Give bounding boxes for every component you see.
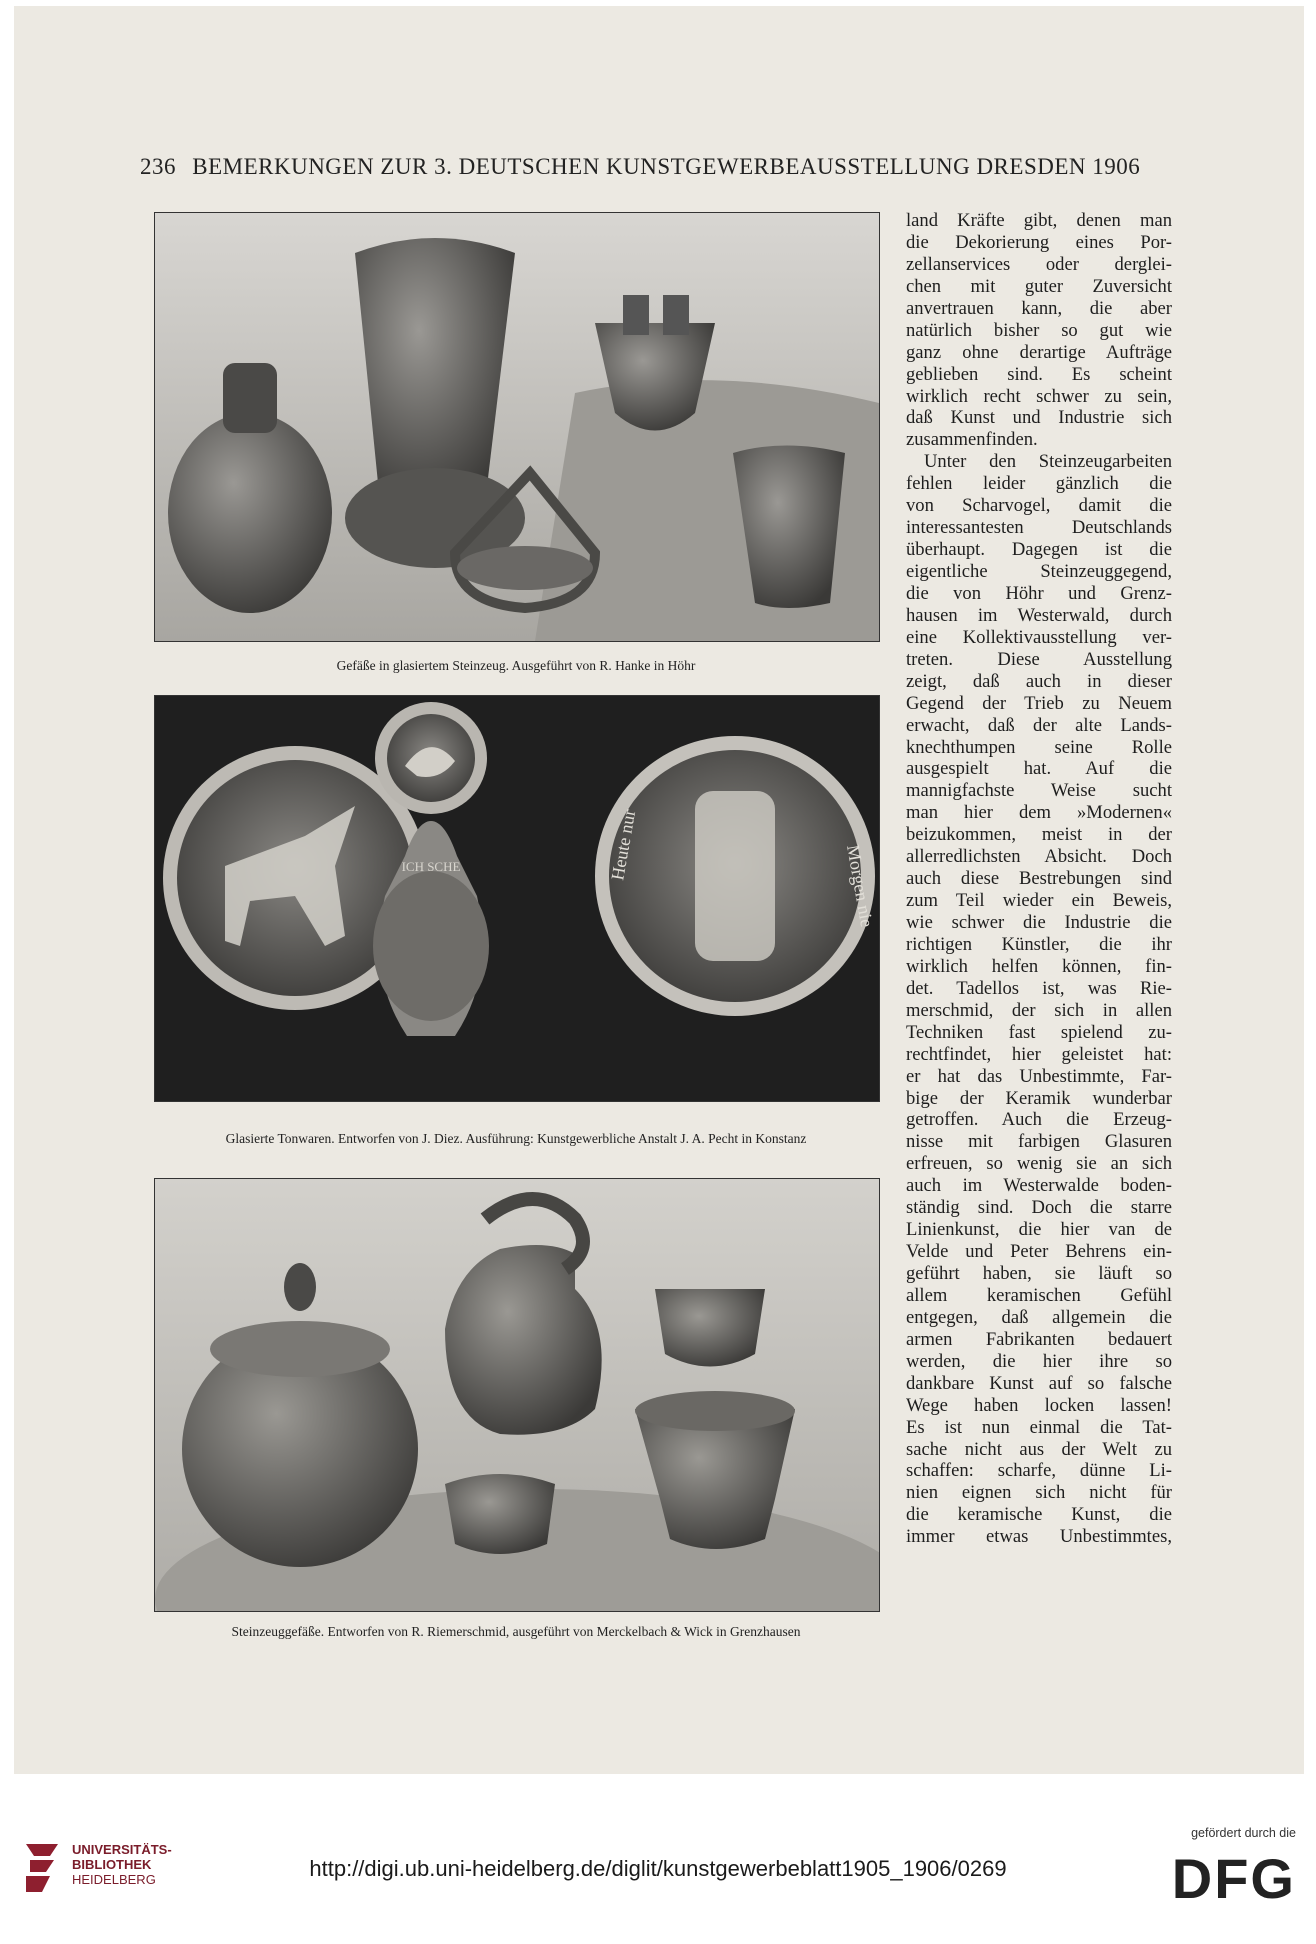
text-line: auch im Westerwalde boden- <box>906 1175 1172 1197</box>
funding-label: gefördert durch die <box>1191 1826 1296 1840</box>
text-line: die Dekorierung eines Por- <box>906 231 1172 253</box>
text-line: zellanservices oder derglei- <box>906 253 1172 275</box>
text-line: det. Tadellos ist, was Rie- <box>906 977 1172 999</box>
figure-1-caption: Gefäße in glasiertem Steinzeug. Ausgeführt von R. Hanke in Höhr <box>336 658 696 673</box>
motto-right: Morgen nie <box>843 843 878 929</box>
text-line: rechtfindet, hier geleistet hat: <box>906 1043 1172 1065</box>
dfg-logo: DFG <box>1171 1847 1296 1910</box>
text-line: hausen im Westerwald, durch <box>906 604 1172 626</box>
text-line: Wege haben locken lassen! <box>906 1394 1172 1416</box>
text-line: wie schwer die Industrie die <box>906 912 1172 933</box>
figure-3-caption: Steinzeuggefäße. Entworfen von R. Riemerschmid, ausgeführt von Merckelbach & Wick in Grenzhausen <box>231 1624 801 1639</box>
text-line: beizukommen, meist in der <box>906 824 1172 846</box>
text-line: geführt haben, sie läuft so <box>906 1263 1172 1284</box>
text-line: Gegend der Trieb zu Neuem <box>906 692 1172 714</box>
text-line: land Kräfte gibt, denen man <box>906 210 1172 231</box>
text-line: er hat das Unbestimmte, Far- <box>906 1065 1172 1087</box>
jug-inscription: ICH SCHE <box>401 859 461 874</box>
text-line: treten. Diese Ausstellung <box>906 648 1172 670</box>
text-line: entgegen, daß allgemein die <box>906 1306 1172 1328</box>
text-line: immer etwas Unbestimmtes, <box>906 1526 1172 1548</box>
text-line: Linienkunst, die hier van de <box>906 1219 1172 1241</box>
text-line: nien eignen sich nicht für <box>906 1482 1172 1504</box>
text-line: wirklich recht schwer zu sein, <box>906 385 1172 407</box>
text-line: eine Kollektivausstellung ver- <box>906 626 1172 648</box>
text-line: richtigen Künstler, die ihr <box>906 933 1172 955</box>
text-line: geblieben sind. Es scheint <box>906 363 1172 385</box>
running-title: BEMERKUNGEN ZUR 3. DEUTSCHEN KUNSTGEWERBEAUSSTELLUNG DRESDEN 1906 <box>192 154 1141 179</box>
round-jug <box>168 413 332 613</box>
text-line: Velde und Peter Behrens ein- <box>906 1241 1172 1263</box>
text-line: knechthumpen seine Rolle <box>906 736 1172 758</box>
text-line: armen Fabrikanten bedauert <box>906 1328 1172 1350</box>
text-line: auch diese Bestrebungen sind <box>906 868 1172 890</box>
permalink-url[interactable]: http://digi.ub.uni-heidelberg.de/diglit/kunstgewerbeblatt1905_1906/0269 <box>309 1856 1007 1881</box>
text-line: ständig sind. Doch die starre <box>906 1197 1172 1219</box>
text-line: wirklich helfen können, fin- <box>906 955 1172 977</box>
text-line: ganz ohne derartige Aufträge <box>906 341 1172 363</box>
text-line: allem keramischen Gefühl <box>906 1284 1172 1306</box>
text-line: fehlen leider gänzlich die <box>906 473 1172 495</box>
text-line: natürlich bisher so gut wie <box>906 319 1172 341</box>
text-line: von Scharvogel, damit die <box>906 495 1172 517</box>
text-line: die von Höhr und Grenz- <box>906 582 1172 604</box>
text-line: zum Teil wieder ein Beweis, <box>906 890 1172 912</box>
text-line: allerredlichsten Absicht. Doch <box>906 846 1172 868</box>
text-line: die keramische Kunst, die <box>906 1504 1172 1526</box>
page-number: 236 <box>140 154 176 179</box>
text-line: interessantesten Deutschlands <box>906 517 1172 539</box>
text-line: Es ist nun einmal die Tat- <box>906 1416 1172 1438</box>
text-line: Techniken fast spielend zu- <box>906 1021 1172 1043</box>
text-line: mannigfachste Weise sucht <box>906 780 1172 802</box>
text-line: ausgespielt hat. Auf die <box>906 758 1172 780</box>
text-line: dankbare Kunst auf so falsche <box>906 1372 1172 1394</box>
text-line: getroffen. Auch die Erzeug- <box>906 1109 1172 1131</box>
text-line: man hier dem »Modernen« <box>906 802 1172 824</box>
text-line: werden, die hier ihre so <box>906 1350 1172 1372</box>
motto-left: Heute nur <box>607 807 640 882</box>
library-name: UNIVERSITÄTS- BIBLIOTHEK HEIDELBERG <box>72 1842 172 1887</box>
running-header <box>140 154 1140 180</box>
text-line: eigentliche Steinzeuggegend, <box>906 561 1172 582</box>
text-line: schaffen: scharfe, dünne Li- <box>906 1460 1172 1482</box>
text-line: chen mit guter Zuversicht <box>906 275 1172 297</box>
text-line: daß Kunst und Industrie sich <box>906 407 1172 429</box>
text-line: anvertrauen kann, die aber <box>906 297 1172 319</box>
text-line: nisse mit farbigen Glasuren <box>906 1131 1172 1153</box>
text-line: erfreuen, so wenig sie an sich <box>906 1153 1172 1175</box>
figure-riemerschmid-stoneware-photo <box>154 1178 880 1612</box>
figure-glazed-stoneware-photo <box>154 212 880 642</box>
text-line: erwacht, daß der alte Lands- <box>906 714 1172 736</box>
text-line: zeigt, daß auch in dieser <box>906 670 1172 692</box>
text-line: Unter den Steinzeugarbeiten <box>924 451 1172 473</box>
text-line: überhaupt. Dagegen ist die <box>906 539 1172 561</box>
figure-2-caption: Glasierte Tonwaren. Entworfen von J. Diez. Ausführung: Kunstgewerbliche Anstalt J. A. Pecht in Konstanz <box>225 1131 807 1146</box>
text-line: sache nicht aus der Welt zu <box>906 1438 1172 1460</box>
text-line: merschmid, der sich in allen <box>906 999 1172 1021</box>
figure-glazed-earthenware-photo <box>154 695 880 1102</box>
text-line: bige der Keramik wunderbar <box>906 1087 1172 1109</box>
body-text-column <box>906 210 1172 1548</box>
text-line: zusammenfinden. <box>906 429 1038 451</box>
